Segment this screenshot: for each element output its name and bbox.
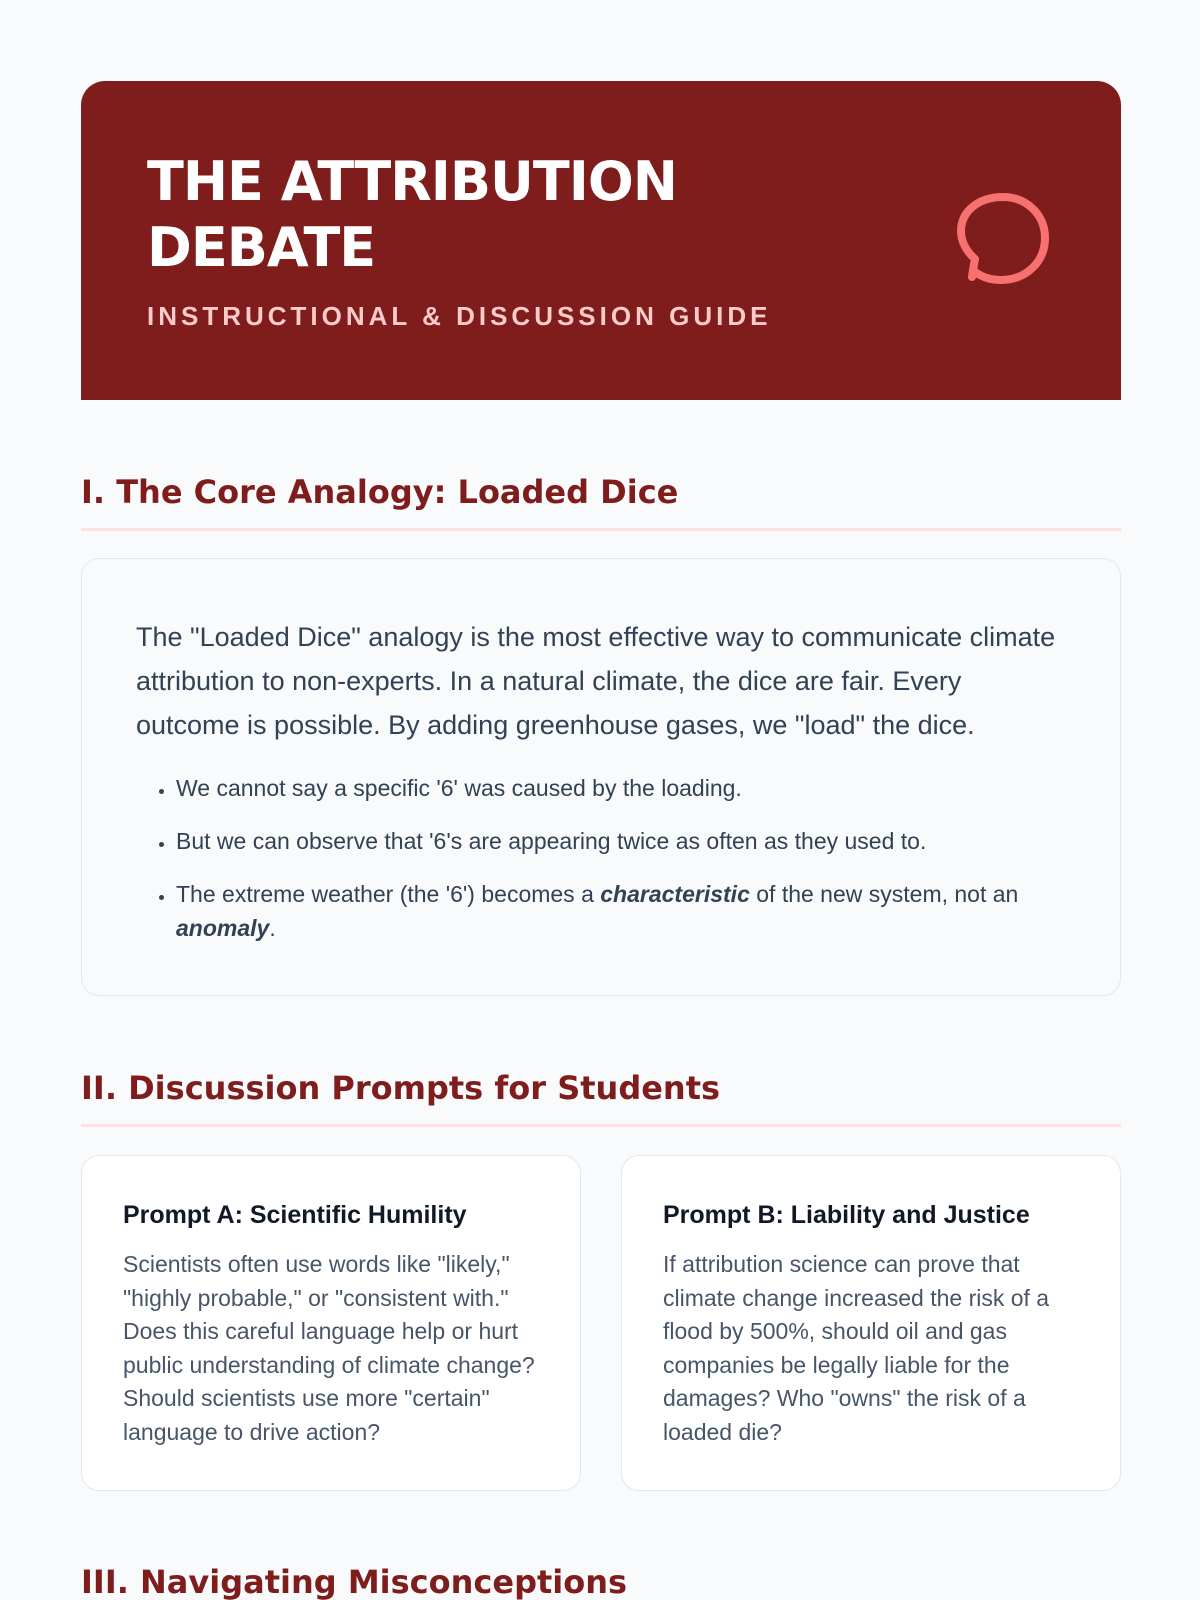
bullet-text: We cannot say a specific '6' was caused by the loading.: [176, 775, 742, 801]
section-divider: [81, 528, 1121, 531]
prompt-body: Scientists often use words like "likely," "highly probable," or "consistent with." Does this careful language help or hurt public understanding of climate change? Should scientists use more "certain" language to drive action?: [123, 1251, 535, 1445]
section-divider: [81, 1124, 1121, 1127]
bullet-text-middle: of the new system, not an: [749, 881, 1019, 907]
prompt-title: Prompt A: Scientific Humility: [123, 1201, 467, 1229]
prompt-card-scientific-humility: [81, 1155, 581, 1491]
list-item: [176, 824, 1066, 858]
hero-banner: [81, 81, 1121, 400]
prompt-body: If attribution science can prove that climate change increased the risk of a flood by 500%, should oil and gas companies be legally liable for the damages? Who "owns" the risk of a loaded die?: [663, 1251, 1050, 1445]
prompt-card-liability-justice: [621, 1155, 1121, 1491]
bullet-text-suffix: .: [269, 915, 276, 941]
bullet-text: But we can observe that '6's are appearing twice as often as they used to.: [176, 828, 927, 854]
page-subtitle: INSTRUCTIONAL & DISCUSSION GUIDE: [147, 301, 772, 331]
loaded-dice-card: [81, 558, 1121, 996]
emphasis-anomaly: anomaly: [176, 915, 270, 941]
bullet-text-prefix: The extreme weather (the '6') becomes a: [176, 881, 601, 907]
list-item: [176, 877, 1066, 945]
section-heading-discussion-prompts: II. Discussion Prompts for Students: [81, 1069, 721, 1107]
list-item: [176, 771, 1066, 805]
section-heading-misconceptions: III. Navigating Misconceptions: [81, 1563, 628, 1600]
section-heading-core-analogy: I. The Core Analogy: Loaded Dice: [81, 473, 679, 511]
page-title: THE ATTRIBUTION DEBATE: [147, 150, 677, 279]
analogy-bullet-list: [136, 771, 1066, 945]
analogy-intro: The "Loaded Dice" analogy is the most effective way to communicate climate attribution to non-experts. In a natural climate, the dice are fair. Every outcome is possible. By adding greenhouse gases, we "load" the dice.: [136, 622, 1056, 740]
chat-bubble-icon: [951, 191, 1055, 295]
prompt-title: Prompt B: Liability and Justice: [663, 1201, 1030, 1229]
emphasis-characteristic: characteristic: [600, 881, 750, 907]
